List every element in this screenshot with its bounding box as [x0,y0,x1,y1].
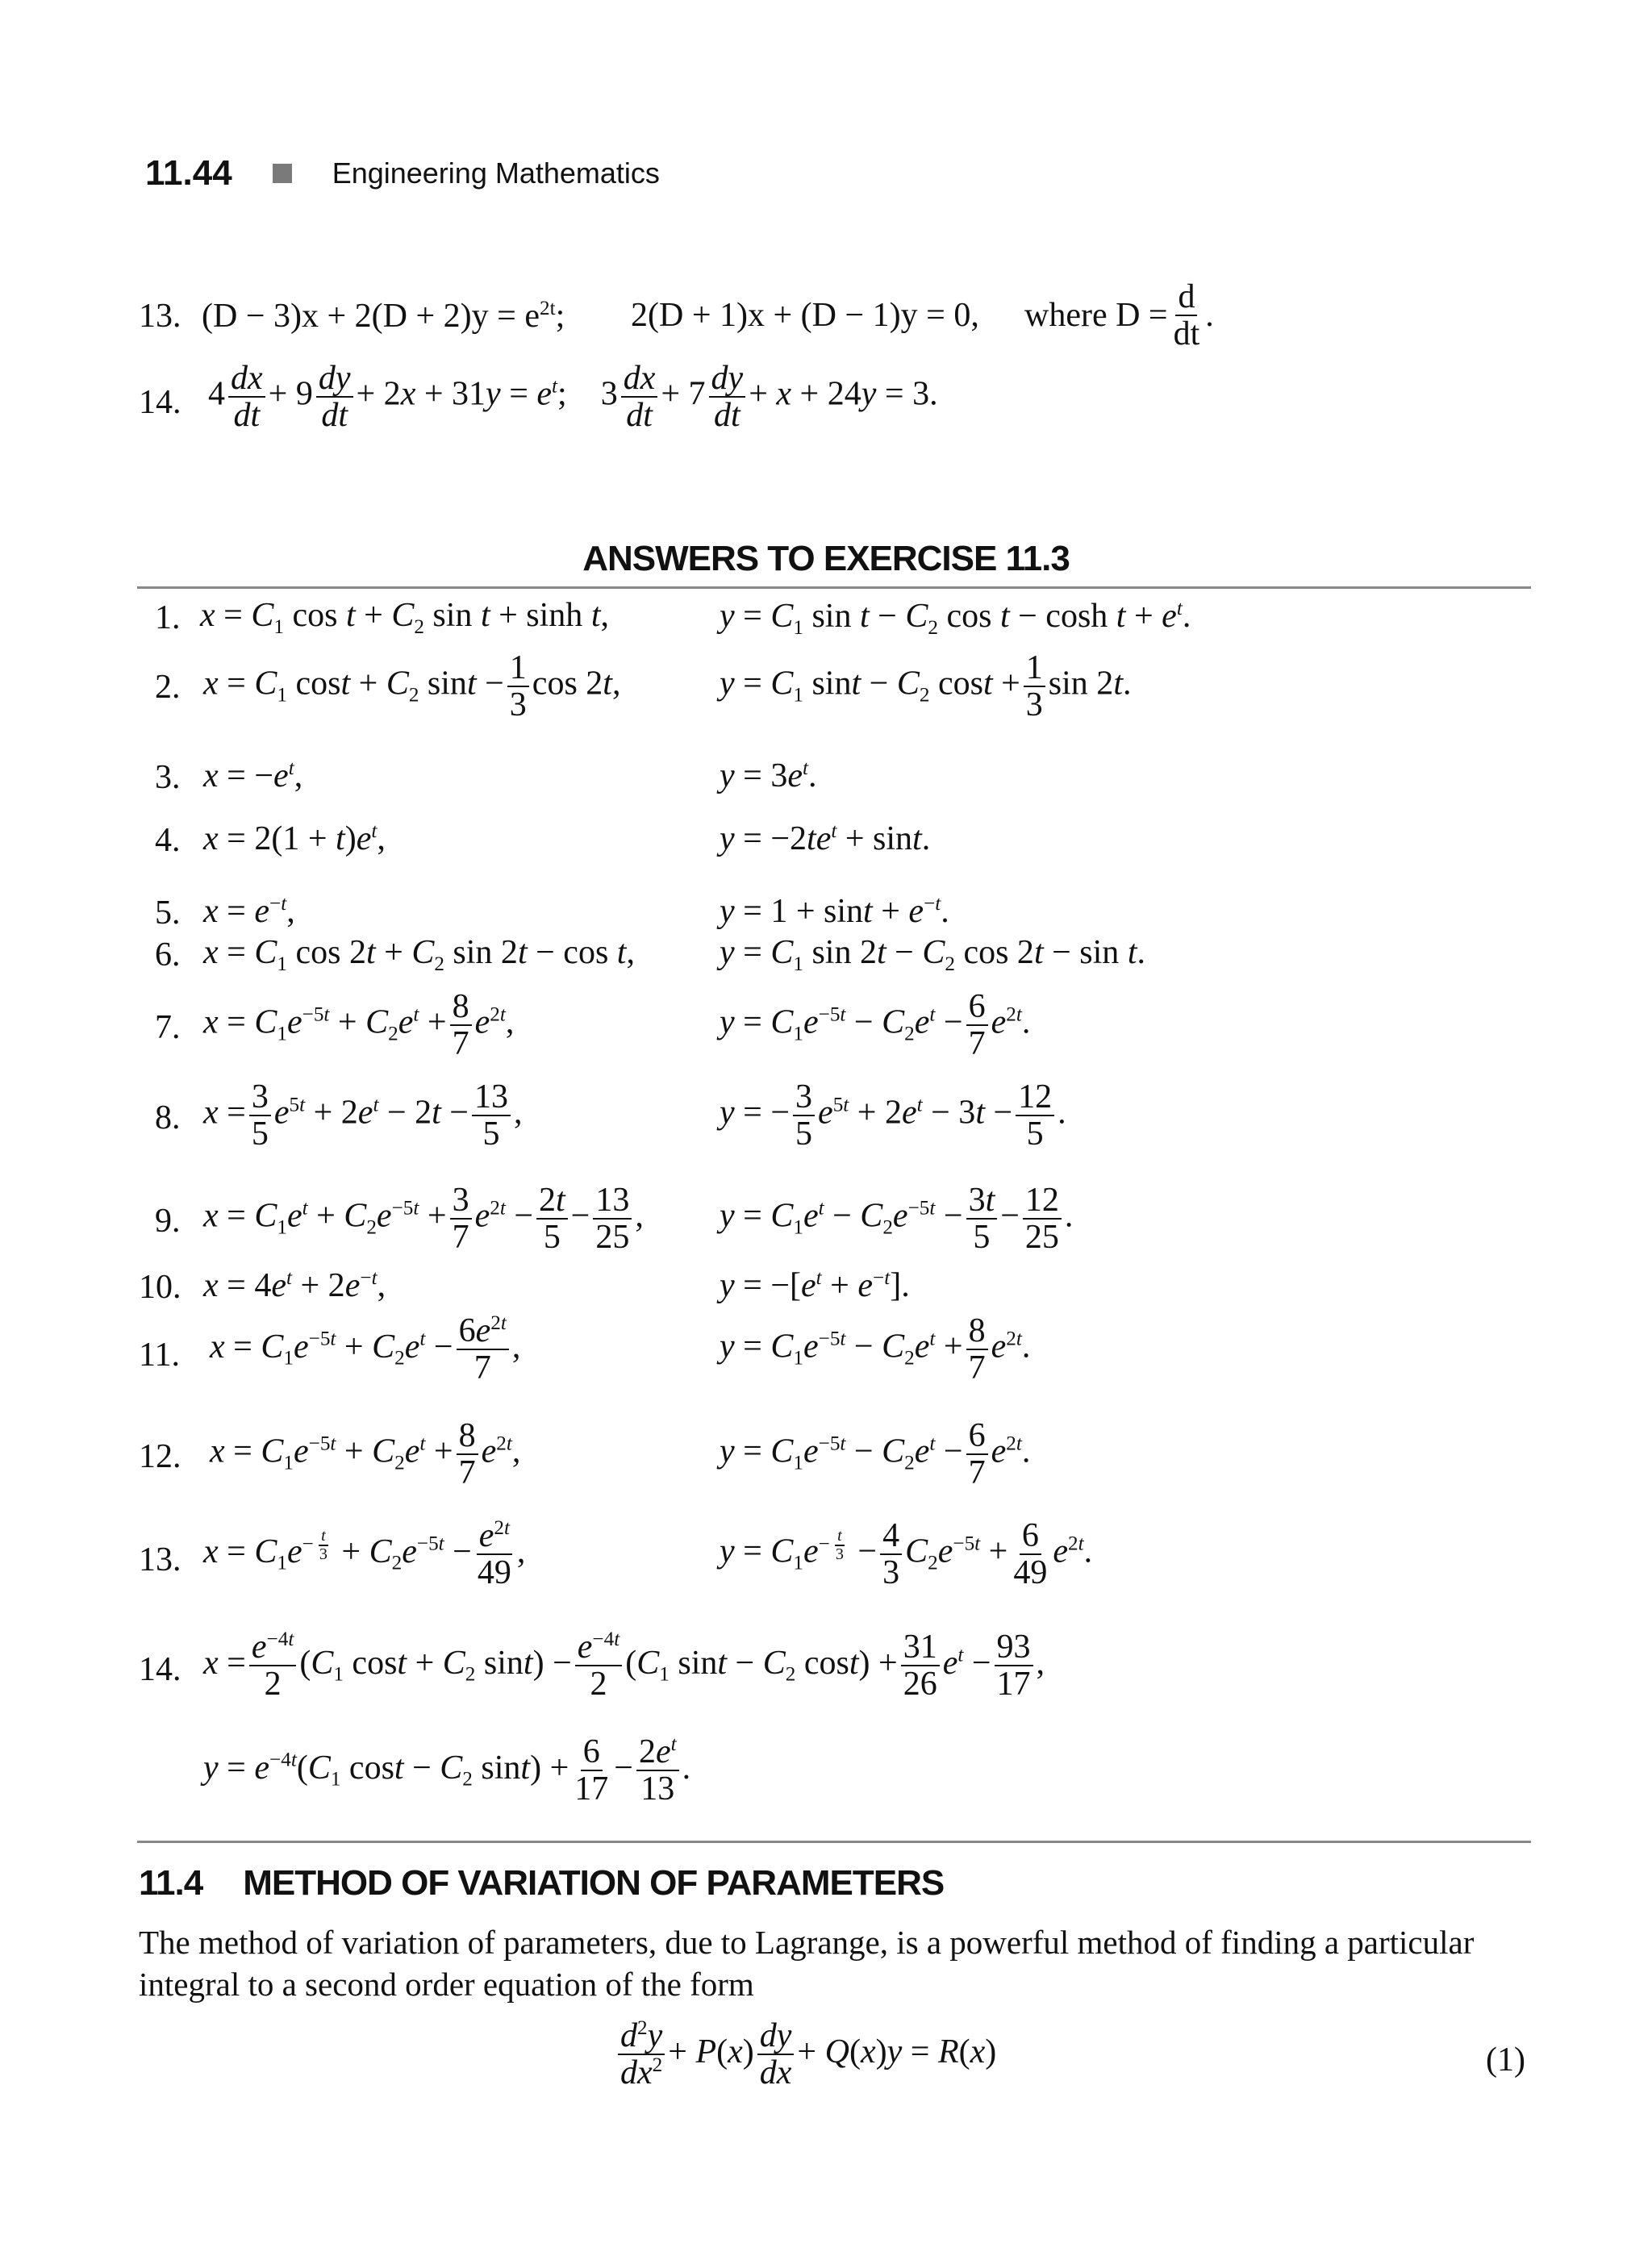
problem-13-eq2: 2(D + 1)x + (D − 1)y = 0, [631,297,979,334]
answer-9-x: $x = C_1e^t + C_2e^{-5t}$ + $\frac{3}{7}$ $e^{2t}$ − $\frac{2t}{5}$ − $\frac{13}{25}$ , [203,1182,644,1257]
equation-number: (1) [1486,2041,1525,2079]
problem-13-number: 13. [139,298,181,335]
answer-2-number: 2. [155,669,181,706]
answer-8-x: x = $\frac{3}{5}$ $e^{5t} + 2e^t - 2t$ − $\frac{13}{5}$ , [203,1078,523,1153]
answer-1-number: 1. [155,599,181,636]
answer-13-y: $y = C_1e^{- \frac{t}{3}}$ − $\frac{4}{3}$ $C_2e^{-5t}$ + $\frac{6}{49}$ $e^{2t}$. [720,1517,1093,1592]
answer-5-y: $y = 1 + \sin t + e^{-t}$. [720,893,949,931]
answer-8-y: y = − $\frac{3}{5}$ $e^{5t} + 2e^t - 3t$ − $\frac{12}{5}$ . [720,1078,1066,1153]
answer-9-y: $y = C_1e^t - C_2e^{-5t}$ − $\frac{3t}{5}$ − $\frac{12}{25}$ . [720,1182,1074,1257]
bullet-square-icon [273,164,292,183]
answer-7-number: 7. [155,1009,181,1046]
problem-14-equations: 4 $\frac{dx}{dt}$ + 9 $\frac{dy}{dt}$ + $2x + 31y = e^t$; 3 $\frac{dx}{dt}$ + 7 $\frac{dy}{dt}$ + x + 24y = 3. [208,360,938,435]
answer-10-y: $y = -[e^t + e^{-t}]$. [720,1267,910,1305]
answer-11-x: $x = C_1e^{-5t} + C_2e^t$ − $\frac{6e^{2t}}{7}$ , [210,1312,521,1387]
answer-13-number: 13. [139,1541,181,1578]
problem-13-eq1: $(D - 3)x + 2(D + 2)y = e^{2t}$; [202,298,565,336]
answers-bottom-rule [137,1841,1531,1843]
answer-3-number: 3. [155,759,181,796]
answers-title: ANSWERS TO EXERCISE 11.3 [582,539,1070,578]
answer-6-number: 6. [155,936,181,974]
answer-9-number: 9. [155,1203,181,1240]
answer-12-y: $y = C_1e^{-5t} - C_2e^t$ − $\frac{6}{7}$ $e^{2t}$. [720,1417,1031,1492]
answer-8-number: 8. [155,1099,181,1136]
answer-7-y: $y = C_1e^{-5t} - C_2e^t$ − $\frac{6}{7}$ $e^{2t}$. [720,988,1031,1063]
answer-14-x: x = $\frac{e^{-4t}}{2}$ ($C_1$ $\cos t + C_2$ sint) − $\frac{e^{-4t}}{2}$ ($C_1$ $\sin t - C_2$ cost) + $\frac{31}{26}$ $e^t$ − $\frac{93}{17}$ , [203,1628,1045,1703]
answer-13-x: $x = C_1e^{- \frac{t}{3}}$ + $C_2e^{-5t}$ − $\frac{e^{2t}}{49}$ , [203,1517,526,1592]
answer-10-x: $x = 4e^t + 2e^{-t}$, [203,1267,386,1305]
answer-7-x: $x = C_1e^{-5t} + C_2e^t$ + $\frac{8}{7}$ $e^{2t}$, [203,988,515,1063]
answer-10-number: 10. [139,1269,181,1306]
answer-3-x: $x = -e^t$, [203,757,303,795]
answer-14-number: 14. [139,1651,181,1688]
section-title: METHOD OF VARIATION OF PARAMETERS [243,1863,945,1903]
section-paragraph: The method of variation of parameters, due to Lagrange, is a powerful method of finding a particular integral to a second order equation of the form [139,1924,1475,2003]
answer-12-number: 12. [139,1438,181,1475]
page-header [145,145,660,202]
answer-4-y: $y = -2te^t + \sin t$. [720,820,931,858]
answer-1-y: $y = C_1$ $\sin t - C_2$ $\cos t - \cosh t + e^t$. [720,598,1191,639]
problem-14-number: 14. [139,384,181,421]
book-title: Engineering Mathematics [332,156,660,190]
section-number: 11.4 [139,1863,203,1903]
answer-4-x: $x = 2(1 + t)e^t$, [203,820,386,858]
answer-6-x: $x = C_1$ $\cos 2t + C_2$ sin 2t − cos t, [203,934,635,975]
answer-4-number: 4. [155,822,181,859]
answer-14-y: $y = e^{-4t}(C_1$ $\cos t - C_2$ sint) + $\frac{6}{17}$ − $\frac{2e^t}{13}$ . [203,1733,691,1808]
answer-2-x: $x = C_1$ $\cos t + C_2$ sint − $\frac{1}{3}$ cos 2t, [203,649,621,724]
problem-13-where: where D = $\frac{d}{dt}$ . [1024,278,1214,353]
answer-5-number: 5. [155,894,181,932]
answer-2-y: $y = C_1$ $\sin t - C_2$ cost + $\frac{1}{3}$ sin 2t. [720,649,1132,724]
answer-1-x: $x = C_1$ $\cos t + C_2$ sin t + sinh t, [200,597,609,638]
answer-11-number: 11. [139,1337,180,1374]
answer-12-x: $x = C_1e^{-5t} + C_2e^t$ + $\frac{8}{7}$ $e^{2t}$, [210,1417,521,1492]
d-over-dt: $\frac{d}{dt}$ [1173,278,1200,353]
answer-5-x: $x = e^{-t}$, [203,893,295,931]
section-heading [139,1863,944,1904]
equation-1: $\frac{d^2y}{dx^2}$ + P(x) $\frac{dy}{dx}$ + Q(x)y = R(x) [615,2018,996,2091]
answers-top-rule [137,586,1531,589]
answer-11-y: $y = C_1e^{-5t} - C_2e^t$ + $\frac{8}{7}$ $e^{2t}$. [720,1312,1031,1387]
answer-3-y: $y = 3e^t$. [720,757,817,795]
answer-6-y: $y = C_1$ $\sin 2t - C_2$ cos 2t − sin t. [720,934,1145,975]
page-number: 11.44 [145,153,232,193]
